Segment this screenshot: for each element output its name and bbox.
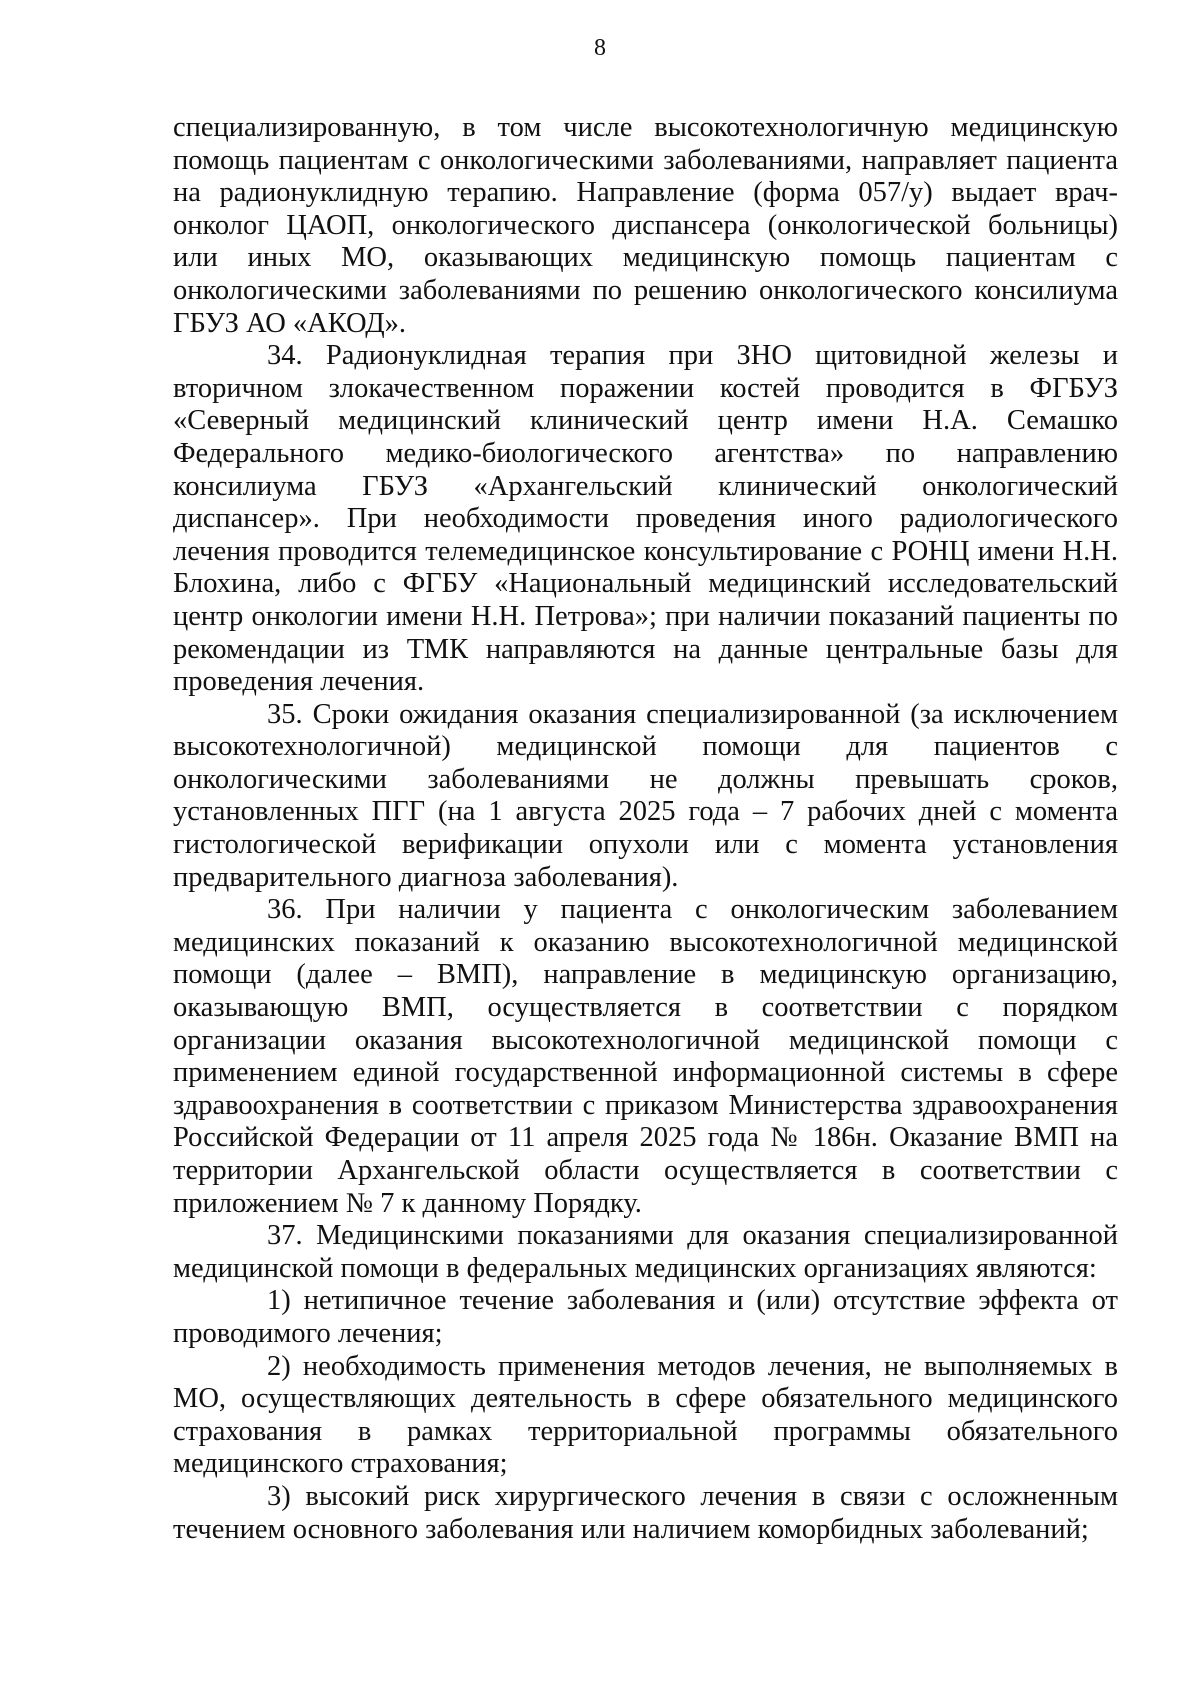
list-item-1: 1) нетипичное течение заболевания и (или) отсутствие эффекта от проводимого лечения; [173, 1285, 1118, 1349]
list-item-2: 2) необходимость применения методов лечения, не выполняемых в МО, осуществляющих деятельность в сфере обязательного медицинского страхования в рамках территориальной программы обязательного медицинского страхования; [173, 1350, 1118, 1480]
document-body [173, 112, 1118, 1546]
list-item-3: 3) высокий риск хирургического лечения в связи с осложненным течением основного заболевания или наличием коморбидных заболеваний; [173, 1480, 1118, 1545]
paragraph-35: 35. Сроки ожидания оказания специализированной (за исключением высокотехнологичной) медицинской помощи для пациентов с онкологическими заболеваниями не должны превышать сроков, установленных ПГГ (на 1 августа 2025 года – 7 рабочих дней с момента гистологической верификации опухоли или с момента установления предварительного диагноза заболевания). [173, 698, 1118, 893]
paragraph-36: 36. При наличии у пациента с онкологическим заболеванием медицинских показаний к оказанию высокотехнологичной медицинской помощи (далее – ВМП), направление в медицинскую организацию, оказывающую ВМП, осуществляется в соответствии с порядком организации оказания высокотехнологичной медицинской помощи с применением единой государственной информационной системы в сфере здравоохранения в соответствии с приказом Министерства здравоохранения Российской Федерации от 11 апреля 2025 года № 186н. Оказание ВМП на территории Архангельской области осуществляется в соответствии с приложением № 7 к данному Порядку. [173, 894, 1118, 1219]
paragraph-continuation: специализированную, в том числе высокотехнологичную медицинскую помощь пациентам с онкологическими заболеваниями, направляет пациента на радионуклидную терапию. Направление (форма 057/у) выдает врач-онколог ЦАОП, онкологического диспансера (онкологической больницы) или иных МО, оказывающих медицинскую помощь пациентам с онкологическими заболеваниями по решению онкологического консилиума ГБУЗ АО «АКОД». [173, 112, 1118, 339]
page-number: 8 [594, 35, 606, 61]
paragraph-34: 34. Радионуклидная терапия при ЗНО щитовидной железы и вторичном злокачественном поражении костей проводится в ФГБУЗ «Северный медицинский клинический центр имени Н.А. Семашко Федерального медико-биологического агентства» по направлению консилиума ГБУЗ «Архангельский клинический онкологический диспансер». При необходимости проведения иного радиологического лечения проводится телемедицинское консультирование с РОНЦ имени Н.Н. Блохина, либо с ФГБУ «Национальный медицинский исследовательский центр онкологии имени Н.Н. Петрова»; при наличии показаний пациенты по рекомендации из ТМК направляются на данные центральные базы для проведения лечения. [173, 340, 1118, 698]
paragraph-37: 37. Медицинскими показаниями для оказания специализированной медицинской помощи в федеральных медицинских организациях являются: [173, 1220, 1118, 1284]
